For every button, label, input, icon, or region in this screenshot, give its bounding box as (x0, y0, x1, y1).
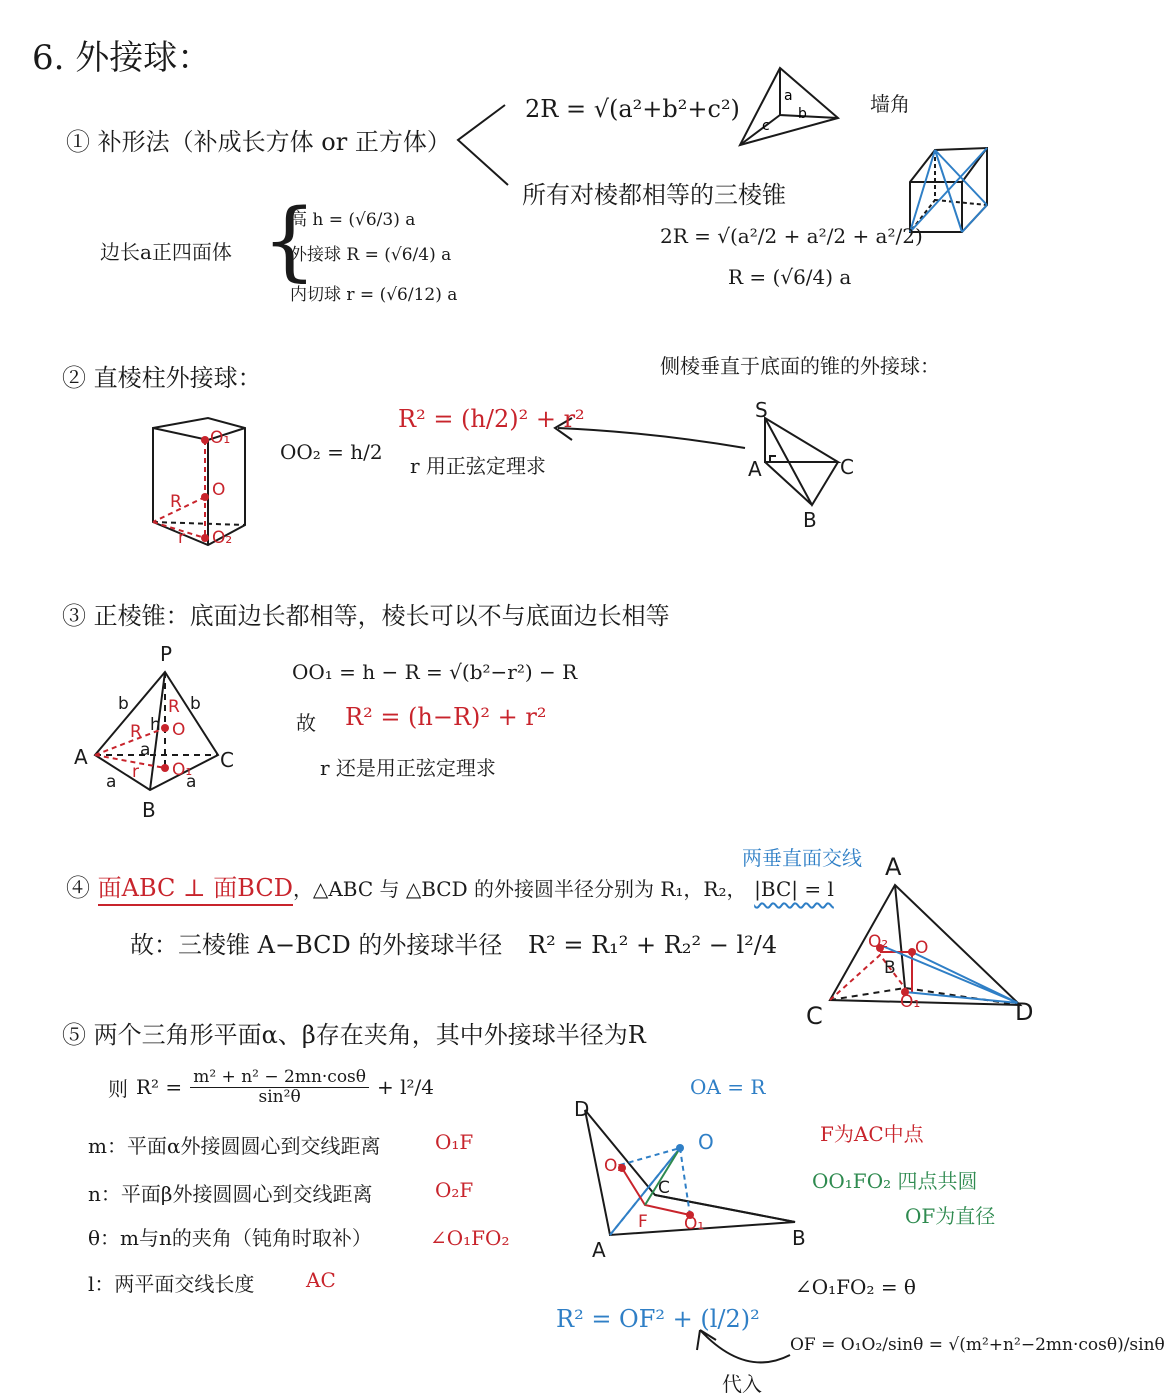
rp-label-r: r (132, 762, 139, 782)
s5-f-mid: F为AC中点 (820, 1122, 924, 1146)
s4-condition: 面ABC ⊥ 面BCD (98, 874, 293, 906)
tri-label-a: a (784, 88, 793, 104)
substitute-arrow (697, 1330, 790, 1362)
tp-label-o: O (698, 1130, 714, 1154)
side-edge-heading: 侧棱垂直于底面的锥的外接球： (660, 354, 940, 378)
abcd-label-o2: O₂ (868, 932, 889, 952)
s5-n-line: n：平面β外接圆圆心到交线距离 (88, 1182, 373, 1206)
tetra-circumsphere: 外接球 R = (√6/4) a (290, 245, 452, 265)
s3-formula: R² = (h−R)² + r² (345, 703, 547, 731)
rp-label-o: O (172, 720, 186, 740)
s2-number: ② (62, 364, 86, 392)
s5-frac-num: m² + n² − 2mn·cosθ (190, 1068, 369, 1088)
rp-label-R-top: R (168, 697, 180, 717)
s4-number: ④ (66, 874, 90, 902)
regular-tetra-label: 边长a正四面体 (100, 240, 232, 264)
tp-label-o2: O₂ (604, 1156, 625, 1176)
pyr-label-b: B (803, 508, 817, 532)
s5-theta-value: ∠O₁FO₂ (430, 1226, 510, 1250)
rp-label-a-left: a (106, 772, 117, 792)
tp-label-c: C (658, 1178, 670, 1198)
s1-formula-2r: 2R = √(a²+b²+c²) (525, 95, 740, 123)
s1-heading (66, 122, 451, 157)
rp-label-b-right: b (190, 694, 201, 714)
prism-label-o1: O₁ (210, 428, 231, 448)
abcd-label-o1: O₁ (900, 992, 921, 1012)
abcd-label-d: D (1015, 998, 1034, 1026)
s4-line2 (130, 925, 777, 960)
s5-fraction (190, 1068, 369, 1106)
s3-gu: 故 (296, 711, 316, 735)
cube-figure (910, 148, 987, 232)
tetra-height: 高 h = (√6/3) a (290, 210, 416, 230)
pyr-label-a: A (748, 457, 762, 481)
s3-number: ③ (62, 602, 86, 630)
pyr-label-s: S (755, 398, 768, 422)
s5-substitute: 代入 (722, 1372, 762, 1396)
s5-theta-line: θ：m与n的夹角（钝角时取补） (88, 1226, 372, 1250)
tp-label-a: A (592, 1238, 606, 1262)
s5-frac-den: sin²θ (258, 1086, 301, 1107)
rp-label-h: h (150, 715, 161, 735)
s5-l-line: l：两平面交线长度 (88, 1272, 255, 1296)
tp-label-o1: O₁ (684, 1214, 705, 1234)
tp-label-f: F (638, 1212, 648, 1232)
oo2-formula: OO₂ = h/2 (280, 440, 383, 464)
prism-formula: R² = (h/2)² + r² (398, 405, 585, 433)
s3-title: 正棱锥：底面边长都相等，棱长可以不与底面边长相等 (93, 602, 670, 630)
equal-edges-radius: R = (√6/4) a (728, 265, 852, 289)
tp-label-d: D (574, 1097, 590, 1121)
tp-label-b: B (792, 1226, 806, 1250)
right-pyramid-figure (765, 418, 838, 505)
s5-number: ⑤ (62, 1021, 86, 1049)
s5-heading (62, 1015, 646, 1050)
tetra-insphere: 内切球 r = (√6/12) a (290, 285, 458, 305)
rp-label-b-left: b (118, 694, 129, 714)
prism-label-r: r (178, 528, 185, 548)
s5-l-value: AC (306, 1268, 336, 1292)
s1-number: ① (66, 128, 90, 156)
branch-bracket (458, 105, 508, 185)
equal-edges-heading: 所有对棱都相等的三棱锥 (522, 181, 786, 209)
s4-blue-note: 两垂直面交线 (742, 846, 862, 870)
s5-main-formula: 则 R² = $\frac{\text{m² + n² − 2mn·cosθ}}{\text{sin²θ}}$ + l²/4 (108, 1067, 435, 1107)
prism-note: r 用正弦定理求 (410, 454, 546, 478)
s5-oa: OA = R (690, 1075, 766, 1099)
rp-label-p: P (160, 642, 173, 666)
s4-bc-length: |BC| = l (754, 877, 834, 901)
s2-title: 直棱柱外接球： (93, 364, 262, 392)
s2-heading (62, 358, 262, 393)
rp-label-R: R (130, 722, 142, 742)
s5-of-eq: OF = O₁O₂/sinθ = √(m²+n²−2mn·cosθ)/sinθ (790, 1335, 1165, 1355)
rp-label-b: B (142, 798, 156, 822)
pyr-label-c: C (840, 455, 854, 479)
s3-heading (62, 596, 670, 631)
prism-label-o: O (212, 480, 226, 500)
wall-corner-tetrahedron (740, 68, 838, 145)
tri-label-c: c (762, 118, 770, 134)
s4-gu-line: 故：三棱锥 A−BCD 的外接球半径 (130, 931, 503, 959)
abcd-label-o: O (915, 938, 929, 958)
s5-m-line: m：平面α外接圆圆心到交线距离 (88, 1134, 381, 1158)
wall-corner-label: 墙角 (870, 92, 910, 116)
page-title: 6. 外接球： (32, 38, 212, 78)
abcd-label-c: C (806, 1002, 823, 1030)
s3-note: r 还是用正弦定理求 (320, 756, 496, 780)
rp-label-a-right: a (186, 772, 197, 792)
s3-line1: OO₁ = h − R = √(b²−r²) − R (292, 660, 578, 684)
equal-edges-formula: 2R = √(a²/2 + a²/2 + a²/2) (660, 224, 923, 248)
rp-label-a-mid: a (140, 740, 151, 760)
s1-title: 补形法（补成长方体 or 正方体） (97, 128, 451, 156)
brace: { (262, 191, 317, 291)
s5-n-value: O₂F (435, 1178, 474, 1202)
s4-line1 (66, 868, 834, 903)
s5-four-points: OO₁FO₂ 四点共圆 (812, 1169, 978, 1193)
abcd-label-a: A (885, 853, 902, 881)
s5-ze: 则 (108, 1076, 128, 1101)
s5-title: 两个三角形平面α、β存在夹角，其中外接球半径为R (93, 1021, 646, 1049)
s5-m-value: O₁F (435, 1130, 474, 1154)
prism-label-r-big: R (170, 492, 182, 512)
rp-label-c: C (220, 748, 234, 772)
abcd-label-b: B (884, 958, 896, 978)
rp-label-a: A (74, 745, 88, 769)
prism-label-o2: O₂ (212, 528, 233, 548)
s5-diameter: OF为直径 (905, 1204, 996, 1228)
s4-text: ，△ABC 与 △BCD 的外接圆半径分别为 R₁，R₂， (292, 877, 747, 901)
s4-formula: R² = R₁² + R₂² − l²/4 (528, 931, 778, 959)
tri-label-b: b (798, 106, 807, 122)
s5-frac-tail: + l²/4 (377, 1075, 435, 1100)
prism-figure (153, 418, 245, 545)
rp-label-o1: O₁ (172, 760, 193, 780)
s5-bottom-formula: R² = OF² + (l/2)² (556, 1305, 760, 1333)
s5-angle: ∠O₁FO₂ = θ (795, 1275, 916, 1299)
